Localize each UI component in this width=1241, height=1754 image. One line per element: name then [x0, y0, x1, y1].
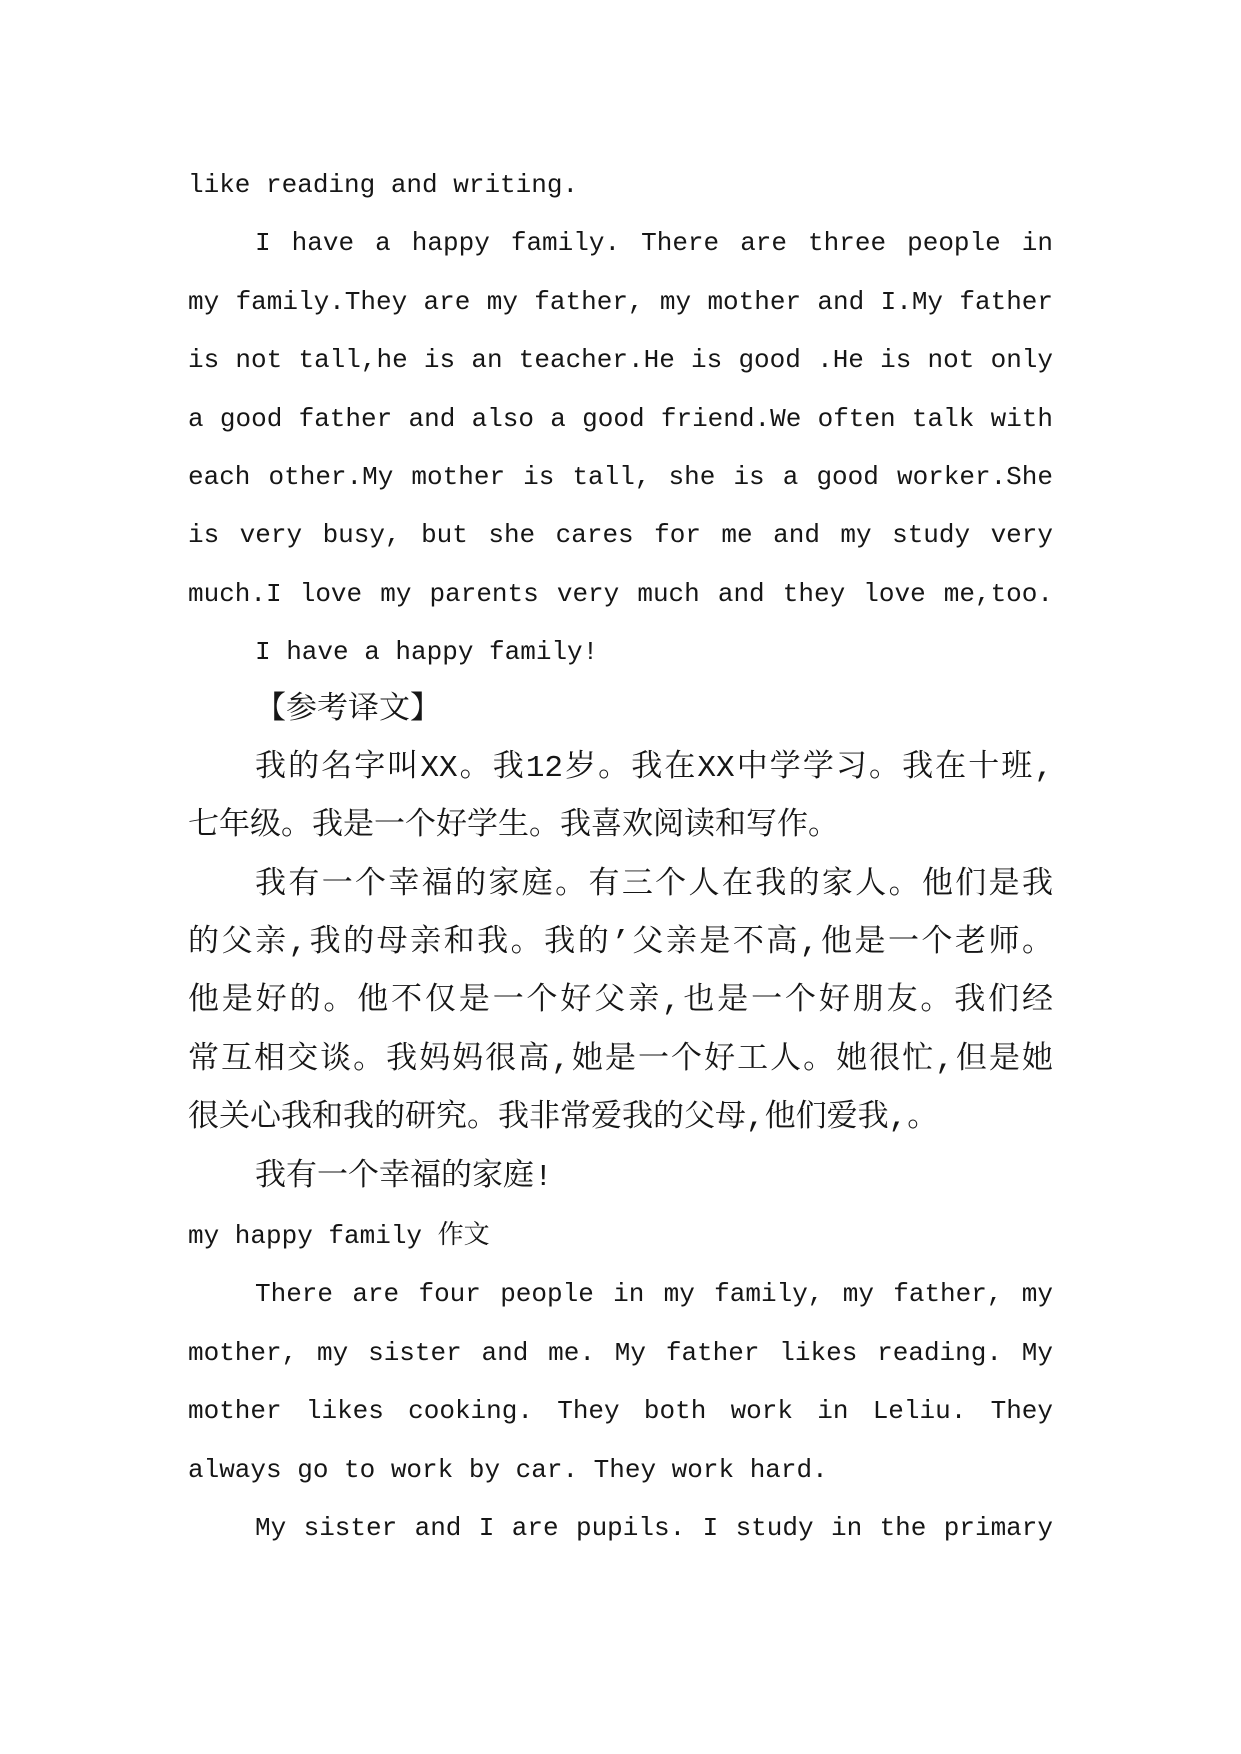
text-line: mother, my sister and me. My father likes reading. My: [188, 1337, 1053, 1368]
text-line: 他是好的。他不仅是一个好父亲,也是一个好朋友。我们经: [188, 984, 1053, 1020]
text-line: is very busy, but she cares for me and my study very: [188, 520, 1053, 551]
text-line: each other.My mother is tall, she is a good worker.She: [188, 461, 1053, 492]
paragraph-first-line: 我有一个幸福的家庭。有三个人在我的家人。他们是我: [255, 867, 1053, 903]
text-line: 的父亲,我的母亲和我。我的’父亲是不高,他是一个老师。: [188, 926, 1053, 962]
text-line: always go to work by car. They work hard.: [188, 1454, 828, 1485]
paragraph-first-line: My sister and I are pupils. I study in the primary: [255, 1512, 1053, 1543]
text-line: 常互相交谈。我妈妈很高,她是一个好工人。她很忙,但是她: [188, 1042, 1053, 1078]
text-line: mother likes cooking. They both work in Leliu. They: [188, 1396, 1053, 1427]
paragraph-first-line: I have a happy family!: [255, 637, 599, 668]
text-line: my family.They are my father, my mother and I.My father: [188, 286, 1053, 317]
text-line: 七年级。我是一个好学生。我喜欢阅读和写作。: [188, 809, 839, 845]
document-body: [188, 156, 1053, 1557]
text-line: 很关心我和我的研究。我非常爱我的父母,他们爱我,。: [188, 1101, 939, 1137]
paragraph-first-line: There are four people in my family, my father, my: [255, 1279, 1053, 1310]
paragraph-first-line: 我的名字叫XX。我12岁。我在XX中学学习。我在十班,: [255, 750, 1053, 786]
paragraph-first-line: I have a happy family. There are three people in: [255, 228, 1053, 259]
text-line: like reading and writing.: [188, 170, 579, 200]
text-line: is not tall,he is an teacher.He is good .He is not only: [188, 345, 1053, 376]
essay-title: my happy family 作文: [188, 1221, 490, 1252]
paragraph-first-line: 我有一个幸福的家庭!: [255, 1159, 553, 1195]
text-line: a good father and also a good friend.We often talk with: [188, 403, 1053, 434]
text-line: much.I love my parents very much and they love me,too.: [188, 578, 1053, 609]
translation-heading: 【参考译文】: [255, 692, 441, 728]
